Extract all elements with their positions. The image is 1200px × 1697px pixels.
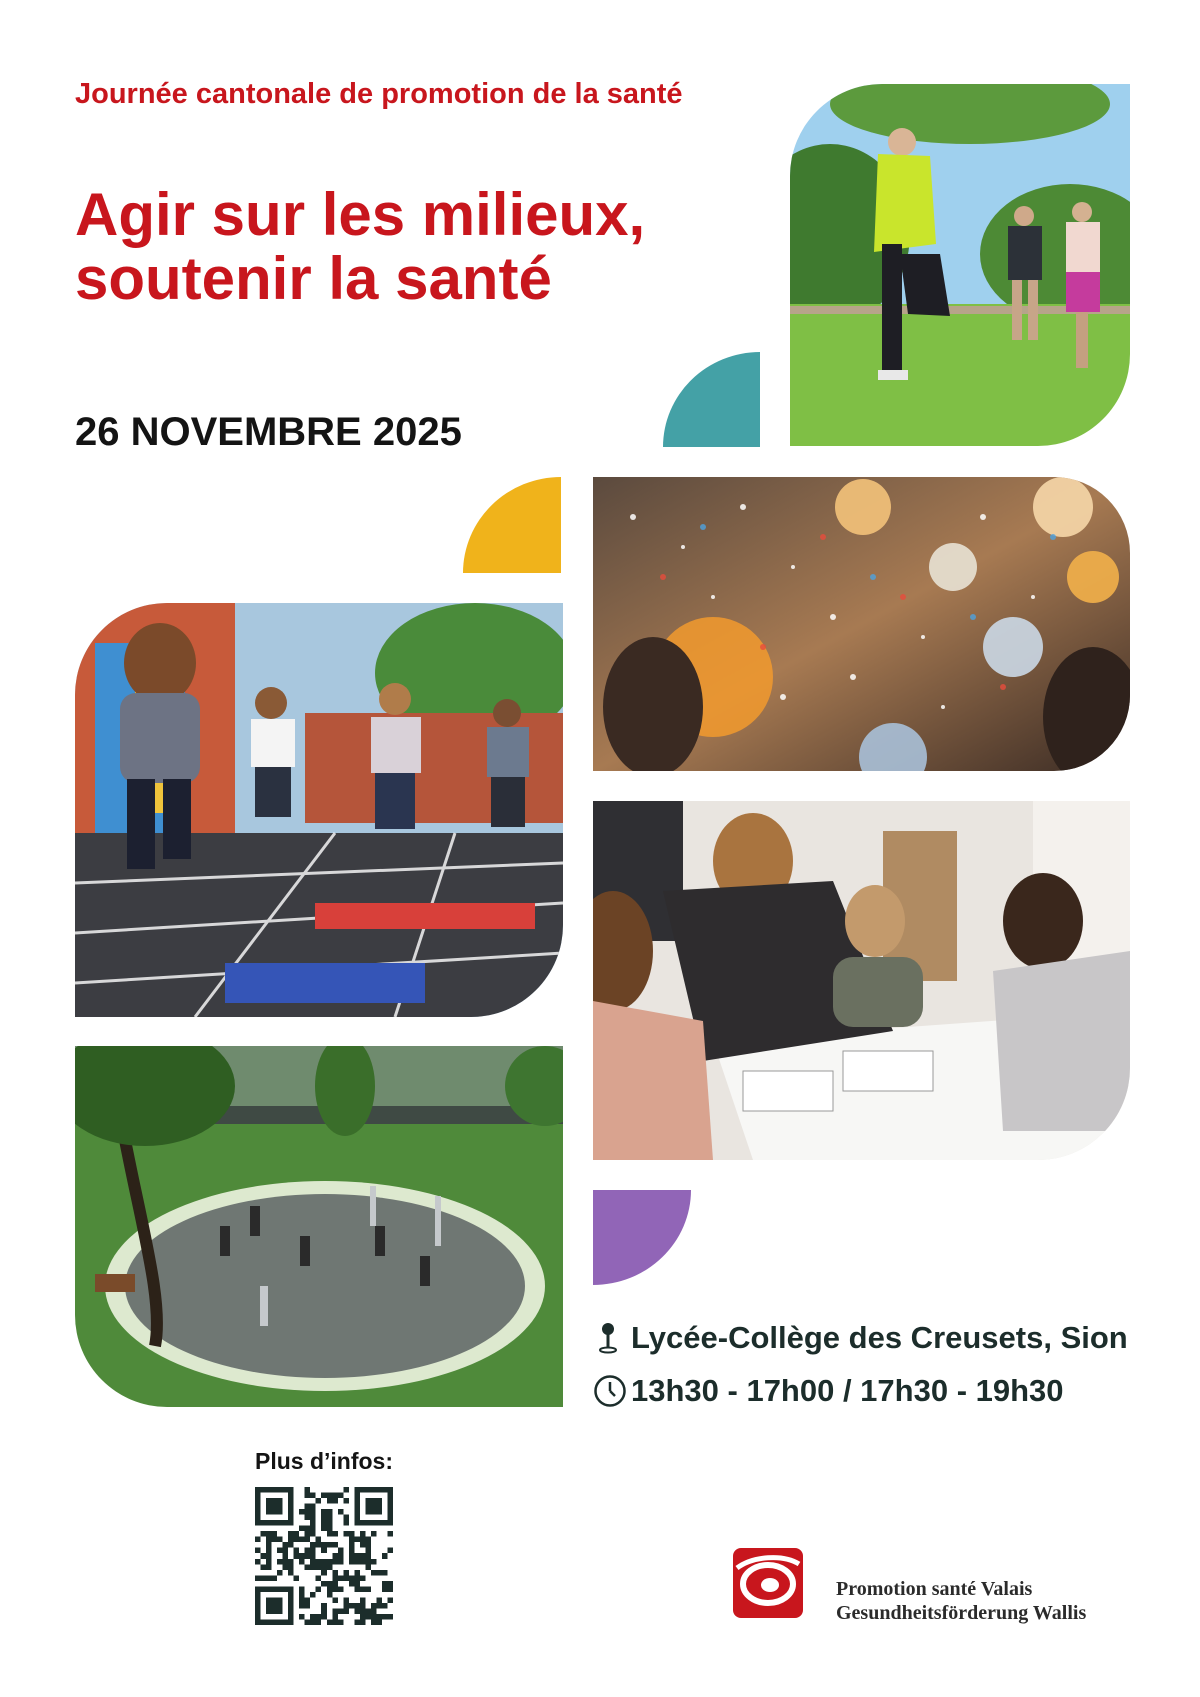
event-title <box>75 183 645 310</box>
event-date: 26 NOVEMBRE 2025 <box>75 410 462 454</box>
photo-classroom <box>593 801 1130 1160</box>
photo-seniors-exercising <box>790 84 1130 446</box>
organizer-name <box>836 1577 1086 1626</box>
event-location <box>593 1320 1128 1356</box>
clock-icon <box>593 1374 623 1408</box>
purple-quarter-shape <box>593 1190 691 1285</box>
organizer-name-de: Gesundheitsförderung Wallis <box>836 1602 1087 1625</box>
photo-outdoor-fitness-park <box>75 1046 563 1407</box>
event-time-text: 13h30 - 17h00 / 17h30 - 19h30 <box>631 1373 1064 1408</box>
event-title-line-1: Agir sur les milieux, <box>75 181 646 248</box>
event-time <box>593 1373 1064 1409</box>
map-pin-icon <box>593 1321 623 1355</box>
event-title-line-2: soutenir la santé <box>75 244 552 312</box>
qr-code[interactable] <box>255 1487 393 1625</box>
event-subtitle: Journée cantonale de promotion de la santé <box>75 78 683 110</box>
photo-children-playground <box>75 603 563 1017</box>
yellow-quarter-shape <box>463 477 561 573</box>
organizer-name-fr: Promotion santé Valais <box>836 1578 1033 1600</box>
more-info-label: Plus d’infos: <box>255 1448 393 1474</box>
event-location-text: Lycée-Collège des Creusets, Sion <box>631 1320 1128 1355</box>
organizer-logo <box>733 1548 803 1618</box>
photo-confetti-celebration <box>593 477 1130 771</box>
teal-quarter-shape <box>663 352 760 447</box>
